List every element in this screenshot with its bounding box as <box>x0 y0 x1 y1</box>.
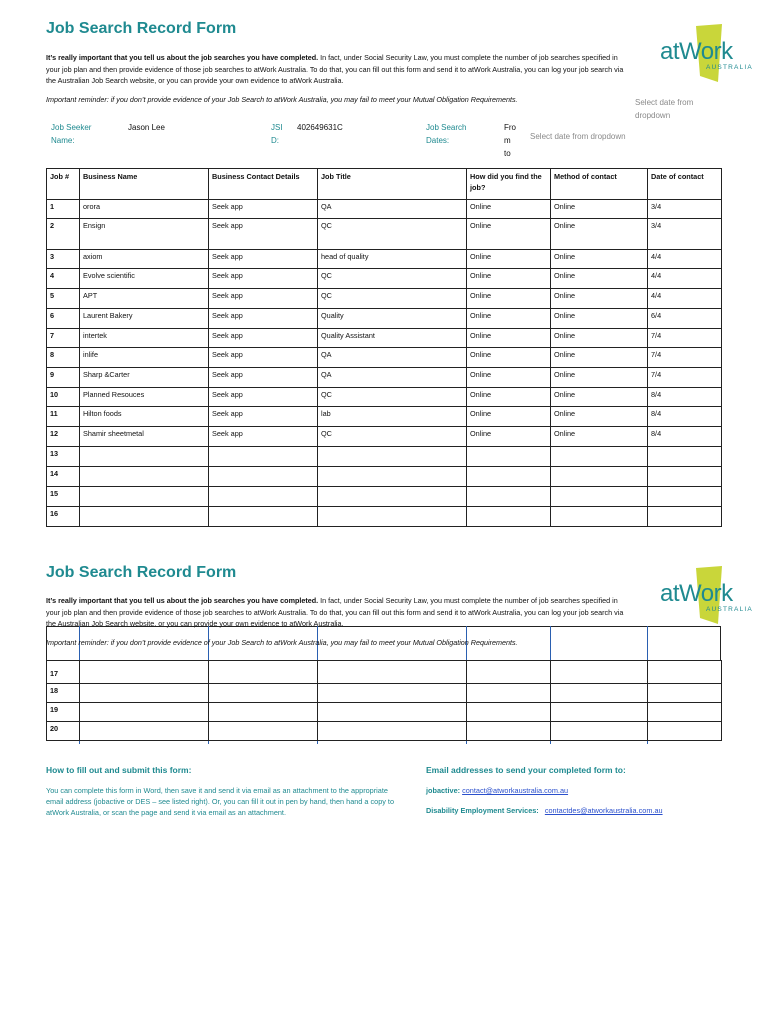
table-cell[interactable] <box>551 661 648 684</box>
how-to-text: You can complete this form in Word, then save it and send it via email as an attachment to the appropriate email address (jobactive or DES – see listed right). Or, you can fill it out in pen by hand, then hand a copy to atWork Australia, or scan the page and send it via email as an attachment. <box>46 786 395 817</box>
table-cell[interactable] <box>648 447 722 467</box>
table-cell[interactable]: Online <box>551 289 648 309</box>
table-cell[interactable]: Ensign <box>80 219 209 250</box>
table-row <box>47 388 722 407</box>
table-cell[interactable]: Online <box>551 388 648 407</box>
table-header-row <box>47 169 722 200</box>
table-cell[interactable] <box>648 487 722 507</box>
table-cell[interactable]: Seek app <box>209 200 318 219</box>
table-cell[interactable] <box>209 447 318 467</box>
table-cell[interactable]: Online <box>551 407 648 427</box>
table-cell[interactable]: Seek app <box>209 427 318 447</box>
job-number-cell: 5 <box>47 289 80 309</box>
table-row <box>47 447 722 467</box>
intro-paragraph-2 <box>46 595 626 630</box>
job-number-cell: 8 <box>47 348 80 368</box>
table-cell[interactable]: 4/4 <box>648 269 722 289</box>
table-row <box>47 329 722 348</box>
table-cell[interactable]: 8/4 <box>648 388 722 407</box>
job-number-cell: 15 <box>47 487 80 507</box>
table-row <box>47 407 722 427</box>
logo-subtitle: AUSTRALIA <box>706 64 753 71</box>
table-cell[interactable]: Online <box>467 309 551 329</box>
table-row <box>47 684 722 703</box>
table-cell[interactable] <box>551 447 648 467</box>
col-header: Date of contact <box>648 169 722 200</box>
table-cell[interactable] <box>551 507 648 527</box>
intro-bold: It’s really important that you tell us about the job searches you have completed. <box>46 53 319 62</box>
jsid-value[interactable]: 402649631C <box>297 123 343 132</box>
email-heading: Email addresses to send your completed form to: <box>426 765 626 775</box>
table-cell[interactable]: QA <box>318 368 467 388</box>
job-number-cell: 7 <box>47 329 80 348</box>
table-cell[interactable] <box>318 661 467 684</box>
job-number-cell: 16 <box>47 507 80 527</box>
table-cell[interactable] <box>209 487 318 507</box>
intro-rest: In fact, under Social Security Law, you must complete the number of job searches specified in your job plan and then provide evidence of those job searches to atWork Australia. To do that, you can fill out this form and send it to atWork Australia, you can log your job search via the Australian Job Search website, or you can provide your own evidence to atWork Australia. <box>46 53 624 86</box>
select-date-hint-top[interactable]: Select date from dropdown <box>635 98 694 120</box>
job-number-cell: 3 <box>47 250 80 269</box>
table-cell[interactable]: Online <box>551 250 648 269</box>
table-cell[interactable]: Seek app <box>209 250 318 269</box>
job-seeker-label-1: Job Seeker <box>51 123 92 132</box>
table-cell[interactable]: Online <box>551 427 648 447</box>
table-row <box>47 309 722 329</box>
table-cell[interactable] <box>551 703 648 722</box>
intro-rest-2: In fact, under Social Security Law, you must complete the number of job searches specified in your job plan and then provide evidence of those job searches to atWork Australia. To do that, you can fill out this form and send it to atWork Australia, you can log your job search via the Australian Job Search website, or you can provide your own evidence to atWork Australia. <box>46 596 624 629</box>
atwork-logo <box>660 24 753 94</box>
table-cell[interactable]: Online <box>467 219 551 250</box>
important-reminder: Important reminder: if you don’t provide evidence of your Job Search to atWork Australia, you may fail to meet your Mutual Obligation Requirements. <box>46 95 518 104</box>
table-cell[interactable]: 7/4 <box>648 348 722 368</box>
table-cell[interactable]: Quality <box>318 309 467 329</box>
table-cell[interactable]: QC <box>318 269 467 289</box>
table-cell[interactable] <box>209 507 318 527</box>
table-row <box>47 219 722 250</box>
table-cell[interactable]: Seek app <box>209 329 318 348</box>
table-cell[interactable] <box>80 684 209 703</box>
logo-wordmark: atWork <box>660 38 733 65</box>
important-reminder-2: Important reminder: if you don’t provide evidence of your Job Search to atWork Australia, you may fail to meet your Mutual Obligation Requirements. <box>46 638 518 647</box>
col-header: Business Name <box>80 169 209 200</box>
table-cell[interactable] <box>80 447 209 467</box>
table-cell[interactable]: Seek app <box>209 407 318 427</box>
job-number-cell: 1 <box>47 200 80 219</box>
table-row <box>47 200 722 219</box>
table-cell[interactable]: 3/4 <box>648 200 722 219</box>
table-row <box>47 250 722 269</box>
job-number-cell: 9 <box>47 368 80 388</box>
table-cell[interactable]: Seek app <box>209 368 318 388</box>
jsid-label-1: JSI <box>271 123 283 132</box>
table-cell[interactable] <box>318 703 467 722</box>
table-cell[interactable]: Online <box>467 368 551 388</box>
table-cell[interactable] <box>467 684 551 703</box>
table-cell[interactable]: Hilton foods <box>80 407 209 427</box>
logo-wordmark-2: atWork <box>660 580 733 607</box>
job-search-table <box>46 168 722 527</box>
table-cell[interactable]: Seek app <box>209 388 318 407</box>
table-cell[interactable] <box>209 467 318 487</box>
table-cell[interactable] <box>80 722 209 741</box>
col-header: Job Title <box>318 169 467 200</box>
table-cell[interactable] <box>648 507 722 527</box>
job-number-cell: 4 <box>47 269 80 289</box>
job-search-table-2 <box>46 660 722 741</box>
table-cell[interactable]: Online <box>467 200 551 219</box>
col-header: Method of contact <box>551 169 648 200</box>
job-number-cell: 19 <box>47 703 80 722</box>
table-cell[interactable] <box>648 684 722 703</box>
job-seeker-name[interactable]: Jason Lee <box>128 123 165 132</box>
table-cell[interactable] <box>467 467 551 487</box>
col-header: Job # <box>47 169 80 200</box>
table-row <box>47 368 722 388</box>
table-cell[interactable]: head of quality <box>318 250 467 269</box>
logo-subtitle-2: AUSTRALIA <box>706 606 753 613</box>
table-cell[interactable] <box>80 507 209 527</box>
search-dates-label-1: Job Search <box>426 123 467 132</box>
table-cell[interactable] <box>648 722 722 741</box>
table-cell[interactable] <box>648 661 722 684</box>
table-cell[interactable] <box>209 684 318 703</box>
des-email-row: Disability Employment Services: contactdes@atworkaustralia.com.au <box>426 806 663 815</box>
table-cell[interactable]: Online <box>551 348 648 368</box>
table-cell[interactable]: 7/4 <box>648 329 722 348</box>
table-cell[interactable] <box>551 487 648 507</box>
table-cell[interactable]: orora <box>80 200 209 219</box>
col-header: Business Contact Details <box>209 169 318 200</box>
table-row <box>47 427 722 447</box>
job-number-cell: 14 <box>47 467 80 487</box>
job-number-cell: 18 <box>47 684 80 703</box>
jobactive-email-row: jobactive: contact@atworkaustralia.com.au <box>426 786 569 795</box>
job-number-cell: 20 <box>47 722 80 741</box>
job-number-cell: 13 <box>47 447 80 467</box>
intro-paragraph <box>46 52 626 87</box>
table-cell[interactable] <box>80 467 209 487</box>
table-cell[interactable] <box>648 467 722 487</box>
table-cell[interactable]: QC <box>318 219 467 250</box>
table-cell[interactable] <box>467 507 551 527</box>
job-number-cell: 12 <box>47 427 80 447</box>
table-cell[interactable]: Online <box>551 269 648 289</box>
table-cell[interactable]: QA <box>318 200 467 219</box>
intro-bold-2: It’s really important that you tell us about the job searches you have completed. <box>46 596 319 605</box>
table-cell[interactable]: Online <box>467 427 551 447</box>
table-cell[interactable]: Online <box>467 289 551 309</box>
table-row <box>47 348 722 368</box>
table-cell[interactable] <box>648 703 722 722</box>
table-cell[interactable] <box>467 722 551 741</box>
table-cell[interactable]: Online <box>551 368 648 388</box>
table-cell[interactable]: 8/4 <box>648 427 722 447</box>
table-cell[interactable]: APT <box>80 289 209 309</box>
table-cell[interactable] <box>80 661 209 684</box>
table-cell[interactable]: Online <box>467 348 551 368</box>
table-row <box>47 703 722 722</box>
table-row <box>47 269 722 289</box>
table-cell[interactable]: QA <box>318 348 467 368</box>
table-cell[interactable]: intertek <box>80 329 209 348</box>
table-row <box>47 661 722 684</box>
table-cell[interactable] <box>318 487 467 507</box>
table-cell[interactable] <box>318 722 467 741</box>
to-label: to <box>504 149 511 158</box>
table-cell[interactable]: Laurent Bakery <box>80 309 209 329</box>
table-cell[interactable]: 6/4 <box>648 309 722 329</box>
table-cell[interactable] <box>318 447 467 467</box>
table-cell[interactable] <box>467 703 551 722</box>
job-number-cell: 2 <box>47 219 80 250</box>
table-cell[interactable]: QC <box>318 289 467 309</box>
table-cell[interactable]: Online <box>467 407 551 427</box>
job-number-cell: 10 <box>47 388 80 407</box>
table-cell[interactable]: Online <box>551 309 648 329</box>
table-cell[interactable]: Online <box>551 200 648 219</box>
search-dates-label-2: Dates: <box>426 136 450 145</box>
table-cell[interactable] <box>209 661 318 684</box>
table-cell[interactable]: Shamir sheetmetal <box>80 427 209 447</box>
table-cell[interactable]: Planned Resouces <box>80 388 209 407</box>
table-cell[interactable]: Online <box>467 250 551 269</box>
table-cell[interactable] <box>467 661 551 684</box>
table-cell[interactable]: Seek app <box>209 309 318 329</box>
table-cell[interactable] <box>551 684 648 703</box>
select-date-hint[interactable]: Select date from dropdown <box>530 132 626 141</box>
table-cell[interactable]: Seek app <box>209 289 318 309</box>
table-cell[interactable]: 3/4 <box>648 219 722 250</box>
table-cell[interactable] <box>318 507 467 527</box>
from-label-2: m <box>504 136 511 145</box>
table-cell[interactable]: Seek app <box>209 269 318 289</box>
table-cell[interactable]: Online <box>551 219 648 250</box>
job-number-cell: 6 <box>47 309 80 329</box>
table-row <box>47 487 722 507</box>
table-cell[interactable] <box>467 487 551 507</box>
table-cell[interactable]: 7/4 <box>648 368 722 388</box>
from-label-1: Fro <box>504 123 516 132</box>
table-cell[interactable] <box>80 703 209 722</box>
col-header: How did you find the job? <box>467 169 551 200</box>
table-cell[interactable] <box>467 447 551 467</box>
table-cell[interactable]: QC <box>318 388 467 407</box>
table-cell[interactable]: axiom <box>80 250 209 269</box>
table-cell[interactable] <box>209 703 318 722</box>
table-cell[interactable] <box>318 684 467 703</box>
table-cell[interactable]: Seek app <box>209 219 318 250</box>
table-row <box>47 289 722 309</box>
table-cell[interactable]: 4/4 <box>648 289 722 309</box>
job-number-cell: 17 <box>47 661 80 684</box>
table-cell[interactable]: 8/4 <box>648 407 722 427</box>
job-number-cell: 11 <box>47 407 80 427</box>
table-cell[interactable] <box>551 467 648 487</box>
table-cell[interactable]: Online <box>467 329 551 348</box>
table-cell[interactable]: QC <box>318 427 467 447</box>
table-row <box>47 507 722 527</box>
table-cell[interactable]: lab <box>318 407 467 427</box>
table-cell[interactable] <box>209 722 318 741</box>
des-email-link[interactable]: contactdes@atworkaustralia.com.au <box>544 806 663 815</box>
table-cell[interactable]: Evolve scientific <box>80 269 209 289</box>
job-seeker-label-2: Name: <box>51 136 75 145</box>
jobactive-email-link[interactable]: contact@atworkaustralia.com.au <box>462 786 569 795</box>
table-cell[interactable] <box>80 487 209 507</box>
table-cell[interactable]: Seek app <box>209 348 318 368</box>
table-cell[interactable]: inlife <box>80 348 209 368</box>
table-cell[interactable]: Online <box>551 329 648 348</box>
table-row <box>47 467 722 487</box>
form-title: Job Search Record Form <box>46 20 237 37</box>
how-to-heading: How to fill out and submit this form: <box>46 765 192 775</box>
table-cell[interactable]: 4/4 <box>648 250 722 269</box>
table-cell[interactable]: Online <box>467 269 551 289</box>
form-title-2: Job Search Record Form <box>46 564 237 581</box>
table-cell[interactable] <box>551 722 648 741</box>
table-cell[interactable] <box>318 467 467 487</box>
table-cell[interactable]: Quality Assistant <box>318 329 467 348</box>
table-cell[interactable]: Online <box>467 388 551 407</box>
jsid-label-2: D: <box>271 136 279 145</box>
table-row <box>47 722 722 741</box>
table-cell[interactable]: Sharp &Carter <box>80 368 209 388</box>
